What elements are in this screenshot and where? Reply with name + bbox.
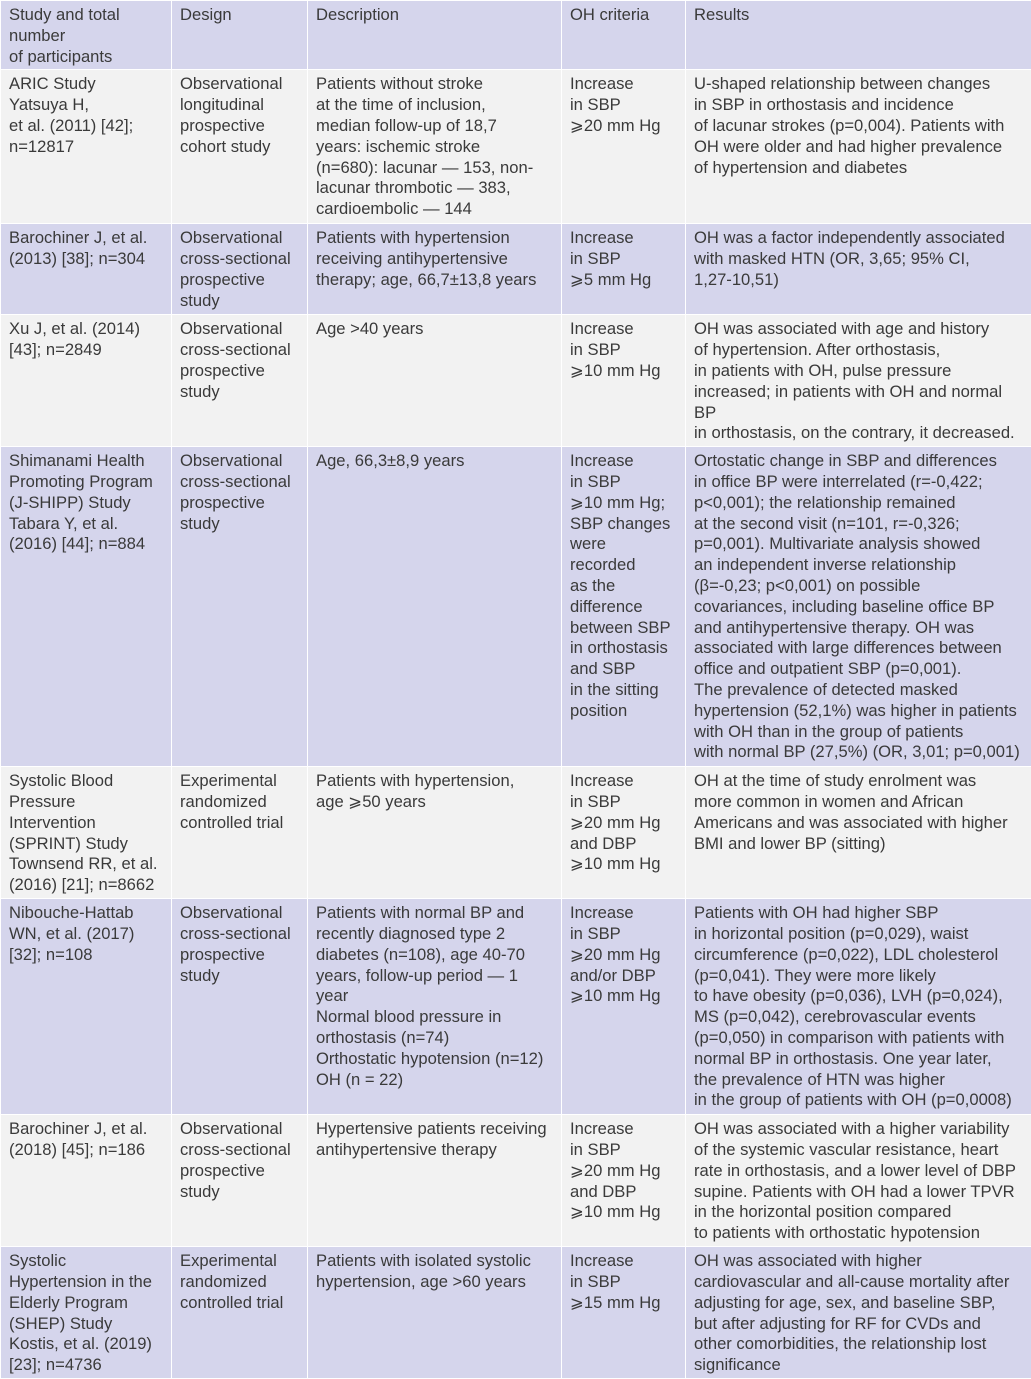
cell-design: Observational longitudinal prospective cohort study (172, 70, 308, 224)
table-row (1, 224, 1031, 315)
cell-oh-criteria: Increase in SBP ⩾10 mm Hg (562, 315, 686, 447)
cell-study: Nibouche-Hattab WN, et al. (2017) [32]; n=108 (1, 899, 172, 1115)
cell-description: Patients with hypertension receiving antihypertensive therapy; age, 66,7±13,8 years (308, 224, 562, 315)
cell-design: Observational cross-sectional prospective study (172, 447, 308, 767)
cell-results: OH was associated with a higher variability of the systemic vascular resistance, heart rate in orthostasis, and a lower level of DBP supine. Patients with OH had a lower TPVR in the horizontal position compared to patients with orthostatic hypotension (686, 1115, 1031, 1247)
header-description: Description (308, 1, 562, 70)
table-row (1, 70, 1031, 224)
cell-study: Barochiner J, et al. (2018) [45]; n=186 (1, 1115, 172, 1247)
cell-study: Shimanami Health Promoting Program (J-SHIPP) Study Tabara Y, et al. (2016) [44]; n=884 (1, 447, 172, 767)
cell-description: Age >40 years (308, 315, 562, 447)
cell-study: ARIC Study Yatsuya H, et al. (2011) [42]; n=12817 (1, 70, 172, 224)
cell-results: OH at the time of study enrolment was more common in women and African Americans and was associated with higher BMI and lower BP (sitting) (686, 767, 1031, 899)
cell-oh-criteria: Increase in SBP ⩾20 mm Hg (562, 70, 686, 224)
header-row (1, 1, 1031, 70)
cell-oh-criteria: Increase in SBP ⩾15 mm Hg (562, 1247, 686, 1379)
cell-results: U-shaped relationship between changes in SBP in orthostasis and incidence of lacunar strokes (p=0,004). Patients with OH were older and had higher prevalence of hypertension and diabetes (686, 70, 1031, 224)
cell-study: Barochiner J, et al. (2013) [38]; n=304 (1, 224, 172, 315)
header-results: Results (686, 1, 1031, 70)
cell-results: Ortostatic change in SBP and differences in office BP were interrelated (r=-0,422; p<0,001); the relationship remained at the second visit (n=101, r=-0,326; p=0,001). Multivariate analysis showed an independent inverse relationship (β=-0,23; p<0,001) on possible covariances, including baseline office BP and antihypertensive therapy. OH was associated with large differences between office and outpatient SBP (p=0,001). The prevalence of detected masked hypertension (52,1%) was higher in patients with OH than in the group of patients with normal BP (27,5%) (OR, 3,01; p=0,001) (686, 447, 1031, 767)
table-row (1, 767, 1031, 899)
cell-description: Patients with normal BP and recently diagnosed type 2 diabetes (n=108), age 40-70 years, follow-up period — 1 year Normal blood pressure in orthostasis (n=74) Orthostatic hypotension (n=12) OH (n = 22) (308, 899, 562, 1115)
cell-description: Patients without stroke at the time of inclusion, median follow-up of 18,7 years: ischemic stroke (n=680): lacunar — 153, non- lacunar thrombotic — 383, cardioembolic — 144 (308, 70, 562, 224)
cell-results: OH was associated with higher cardiovascular and all-cause mortality after adjusting for age, sex, and baseline SBP, but after adjusting for RF for CVDs and other comorbidities, the relationship lost significance (686, 1247, 1031, 1379)
cell-design: Observational cross-sectional prospective study (172, 1115, 308, 1247)
cell-oh-criteria: Increase in SBP ⩾20 mm Hg and DBP ⩾10 mm Hg (562, 1115, 686, 1247)
cell-oh-criteria: Increase in SBP ⩾10 mm Hg; SBP changes were recorded as the difference between SBP in orthostasis and SBP in the sitting position (562, 447, 686, 767)
cell-design: Observational cross-sectional prospective study (172, 315, 308, 447)
cell-results: OH was associated with age and history of hypertension. After orthostasis, in patients with OH, pulse pressure increased; in patients with OH and normal BP in orthostasis, on the contrary, it decreased. (686, 315, 1031, 447)
cell-design: Experimental randomized controlled trial (172, 767, 308, 899)
cell-study: Systolic Hypertension in the Elderly Program (SHEP) Study Kostis, et al. (2019) [23]; n=4736 (1, 1247, 172, 1379)
table-row (1, 1115, 1031, 1247)
header-oh-criteria: OH criteria (562, 1, 686, 70)
table-row (1, 1247, 1031, 1379)
cell-description: Age, 66,3±8,9 years (308, 447, 562, 767)
cell-oh-criteria: Increase in SBP ⩾5 mm Hg (562, 224, 686, 315)
header-study: Study and total number of participants (1, 1, 172, 70)
cell-oh-criteria: Increase in SBP ⩾20 mm Hg and DBP ⩾10 mm Hg (562, 767, 686, 899)
table-row (1, 447, 1031, 767)
cell-results: OH was a factor independently associated with masked HTN (OR, 3,65; 95% CI, 1,27-10,51) (686, 224, 1031, 315)
table-row (1, 899, 1031, 1115)
cell-design: Observational cross-sectional prospective study (172, 224, 308, 315)
cell-oh-criteria: Increase in SBP ⩾20 mm Hg and/or DBP ⩾10 mm Hg (562, 899, 686, 1115)
cell-study: Xu J, et al. (2014) [43]; n=2849 (1, 315, 172, 447)
cell-study: Systolic Blood Pressure Intervention (SPRINT) Study Townsend RR, et al. (2016) [21]; n=8662 (1, 767, 172, 899)
cell-description: Patients with isolated systolic hypertension, age >60 years (308, 1247, 562, 1379)
cell-description: Patients with hypertension, age ⩾50 years (308, 767, 562, 899)
table-row (1, 315, 1031, 447)
cell-description: Hypertensive patients receiving antihypertensive therapy (308, 1115, 562, 1247)
cell-design: Experimental randomized controlled trial (172, 1247, 308, 1379)
header-design: Design (172, 1, 308, 70)
cell-design: Observational cross-sectional prospective study (172, 899, 308, 1115)
cell-results: Patients with OH had higher SBP in horizontal position (p=0,029), waist circumference (p=0,022), LDL cholesterol (p=0,041). They were more likely to have obesity (p=0,036), LVH (p=0,024), MS (p=0,042), cerebrovascular events (p=0,050) in comparison with patients with normal BP in orthostasis. One year later, the prevalence of HTN was higher in the group of patients with OH (p=0,0008) (686, 899, 1031, 1115)
